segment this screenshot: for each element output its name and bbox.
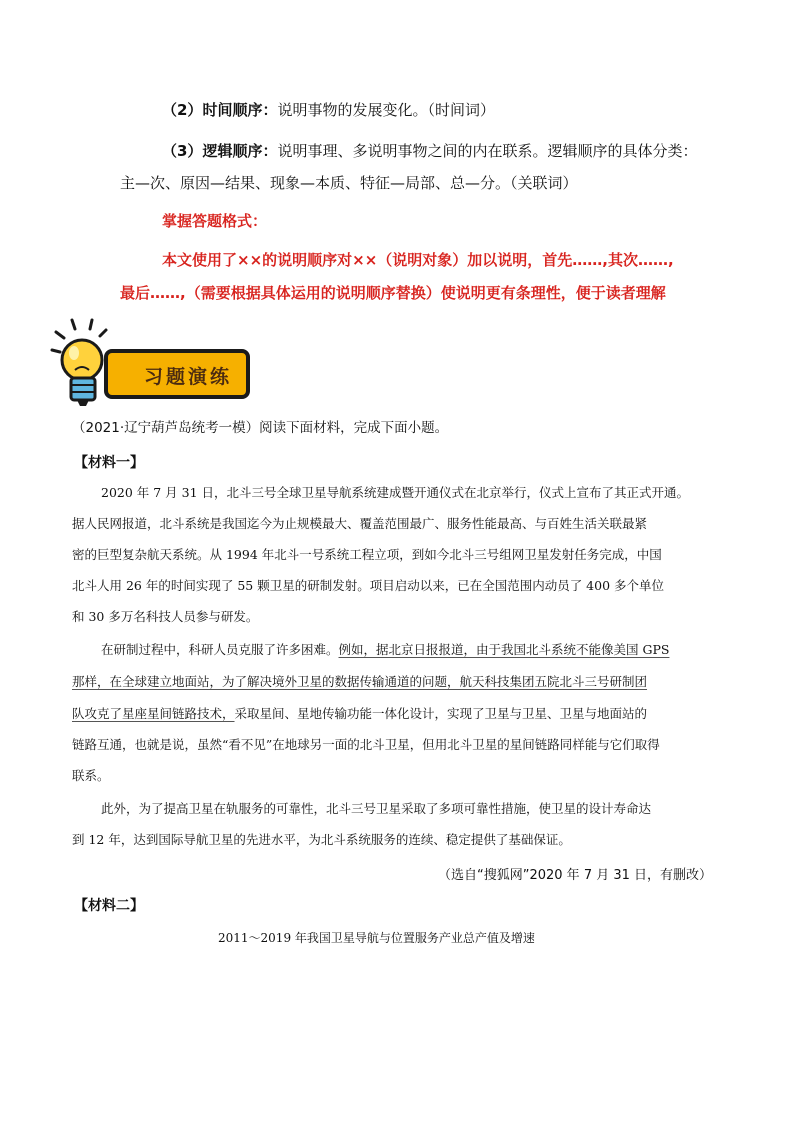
material1-p3-line: 到 12 年，达到国际导航卫星的先进水平，为北斗系统服务的连续、稳定提供了基础保证。	[72, 832, 571, 847]
material1-p1-line: 2020 年 7 月 31 日，北斗三号全球卫星导航系统建成暨开通仪式在北京举行，仪式上宣布了其正式开通。	[101, 485, 690, 500]
material1-p1-line: 和 30 多万名科技人员参与研发。	[72, 609, 259, 624]
p2-underlined-text: 队攻克了星座星间链路技术，	[72, 706, 235, 721]
material1-p2-line	[72, 706, 647, 722]
material1-p2-underlined-line: 那样，在全球建立地面站，为了解决境外卫星的数据传输通道的问题，航天科技集团五院北斗三号研制团	[72, 674, 648, 689]
material2-label: 【材料二】	[74, 898, 144, 914]
material1-p1-line: 据人民网报道，北斗系统是我国迄今为止规模最大、覆盖范围最广、服务性能最高、与百姓生活关联最紧	[72, 516, 648, 531]
answer-format-line1: 本文使用了××的说明顺序对××（说明对象）加以说明，首先……,其次……,	[162, 251, 674, 269]
material1-p1-line: 北斗人用 26 年的时间实现了 55 颗卫星的研制发射。项目启动以来，已在全国范围内动员了 400 多个单位	[72, 578, 665, 593]
material1-p1-line: 密的巨型复杂航天系统。从 1994 年北斗一号系统工程立项，到如今北斗三号组网卫星发射任务完成，中国	[72, 547, 662, 562]
p2-underlined-text: 例如，据北京日报报道，由于我国北斗系统不能像美国 GPS	[338, 642, 670, 657]
material1-p2-line: 联系。	[72, 768, 110, 783]
answer-format-line2: 最后……,（需要根据具体运用的说明顺序替换）使说明更有条理性，便于读者理解	[120, 284, 666, 302]
order-item-time	[162, 101, 495, 120]
item-num: （3）	[162, 142, 203, 160]
item-title: 时间顺序：	[202, 101, 278, 119]
item-num: （2）	[162, 101, 203, 119]
exercise-source: （2021·辽宁葫芦岛统考一模）阅读下面材料，完成下面小题。	[72, 420, 449, 436]
banner-label: 习题演练	[144, 366, 233, 388]
answer-format-heading: 掌握答题格式：	[162, 212, 268, 230]
item-title: 逻辑顺序：	[202, 142, 278, 160]
order-item-logic-line2: 主—次、原因—结果、现象—本质、特征—局部、总—分。（关联词）	[120, 174, 578, 192]
order-item-logic	[162, 142, 697, 161]
material1-p2-line: 链路互通，也就是说，虽然“看不见”在地球另一面的北斗卫星，但用北斗卫星的星间链路同样能与它们取得	[72, 737, 660, 752]
citation: （选自“搜狐网”2020 年 7 月 31 日，有删改）	[438, 868, 713, 883]
material1-p3-line: 此外，为了提高卫星在轨服务的可靠性，北斗三号卫星采取了多项可靠性措施，使卫星的设计寿命达	[101, 801, 652, 816]
chart-caption: 2011～2019 年我国卫星导航与位置服务产业总产值及增速	[218, 931, 535, 945]
item-text: 说明事物的发展变化。（时间词）	[277, 101, 495, 119]
exercise-banner	[44, 318, 254, 413]
p2-plain-text: 采取星间、星地传输功能一体化设计，实现了卫星与卫星、卫星与地面站的	[234, 706, 648, 721]
material1-p2-line	[101, 642, 669, 658]
p2-plain-text: 在研制过程中，科研人员克服了许多困难。	[101, 642, 339, 657]
item-text: 说明事理、多说明事物之间的内在联系。逻辑顺序的具体分类：	[277, 142, 698, 160]
material1-label: 【材料一】	[74, 455, 144, 471]
